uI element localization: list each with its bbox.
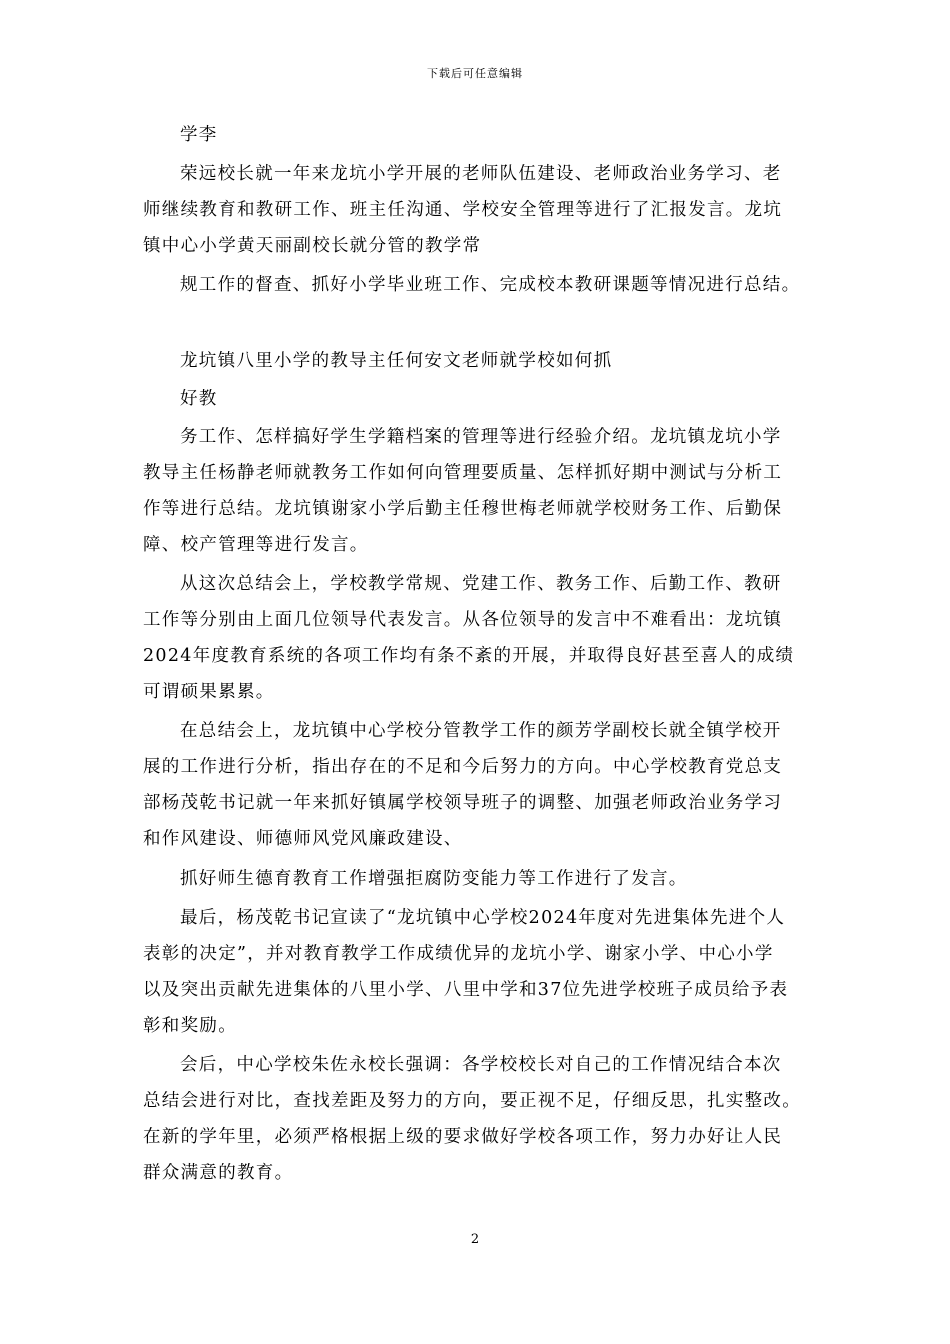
text-line: 抓好师生德育教育工作增强拒腐防变能力等工作进行了发言。 (180, 869, 688, 889)
text-line: 总结会进行对比，查找差距及努力的方向，要正视不足，仔细反思，扎实整改。 (143, 1091, 801, 1111)
text-line: 镇中心小学黄天丽副校长就分管的教学常 (143, 236, 482, 256)
page-header: 下载后可任意编辑 (427, 67, 523, 80)
text-line: 展的工作进行分析，指出存在的不足和今后努力的方向。中心学校教育党总支 (143, 757, 783, 777)
text-line: 从这次总结会上，学校教学常规、党建工作、教务工作、后勤工作、教研 (180, 574, 782, 594)
text-line: 部杨茂乾书记就一年来抓好镇属学校领导班子的调整、加强老师政治业务学习 (143, 793, 783, 813)
text-line: 教导主任杨静老师就教务工作如何向管理要质量、怎样抓好期中测试与分析工 (143, 463, 783, 483)
text-line: 表彰的决定”，并对教育教学工作成绩优异的龙坑小学、谢家小学、中心小学 (143, 944, 774, 964)
text-line: 学李 (180, 125, 218, 145)
text-line: 会后，中心学校朱佐永校长强调：各学校校长对自己的工作情况结合本次 (180, 1055, 782, 1075)
text-line: 在总结会上，龙坑镇中心学校分管教学工作的颜芳学副校长就全镇学校开 (180, 721, 782, 741)
page-number: 2 (470, 1232, 480, 1247)
text-line: 可谓硕果累累。 (143, 682, 275, 702)
text-line: 障、校产管理等进行发言。 (143, 535, 369, 555)
text-line: 最后，杨茂乾书记宣读了“龙坑镇中心学校2024年度对先进集体先进个人 (180, 908, 786, 928)
text-line: 作等进行总结。龙坑镇谢家小学后勤主任穆世梅老师就学校财务工作、后勤保 (143, 499, 783, 519)
text-line: 龙坑镇八里小学的教导主任何安文老师就学校如何抓 (180, 351, 613, 371)
text-line: 群众满意的教育。 (143, 1163, 294, 1183)
text-line: 务工作、怎样搞好学生学籍档案的管理等进行经验介绍。龙坑镇龙坑小学 (180, 427, 782, 447)
text-line: 好教 (180, 389, 218, 409)
text-line: 在新的学年里，必须严格根据上级的要求做好学校各项工作，努力办好让人民 (143, 1127, 783, 1147)
text-line: 师继续教育和教研工作、班主任沟通、学校安全管理等进行了汇报发言。龙坑 (143, 200, 783, 220)
text-line: 规工作的督查、抓好小学毕业班工作、完成校本教研课题等情况进行总结。 (180, 275, 801, 295)
text-line: 2024年度教育系统的各项工作均有条不紊的开展，并取得良好甚至喜人的成绩 (143, 646, 795, 666)
text-line: 荣远校长就一年来龙坑小学开展的老师队伍建设、老师政治业务学习、老 (180, 164, 782, 184)
text-line: 和作风建设、师德师风党风廉政建设、 (143, 829, 463, 849)
text-line: 以及突出贡献先进集体的八里小学、八里中学和37位先进学校班子成员给予表 (143, 980, 789, 1000)
text-line: 彰和奖励。 (143, 1016, 237, 1036)
text-line: 工作等分别由上面几位领导代表发言。从各位领导的发言中不难看出：龙坑镇 (143, 610, 783, 630)
